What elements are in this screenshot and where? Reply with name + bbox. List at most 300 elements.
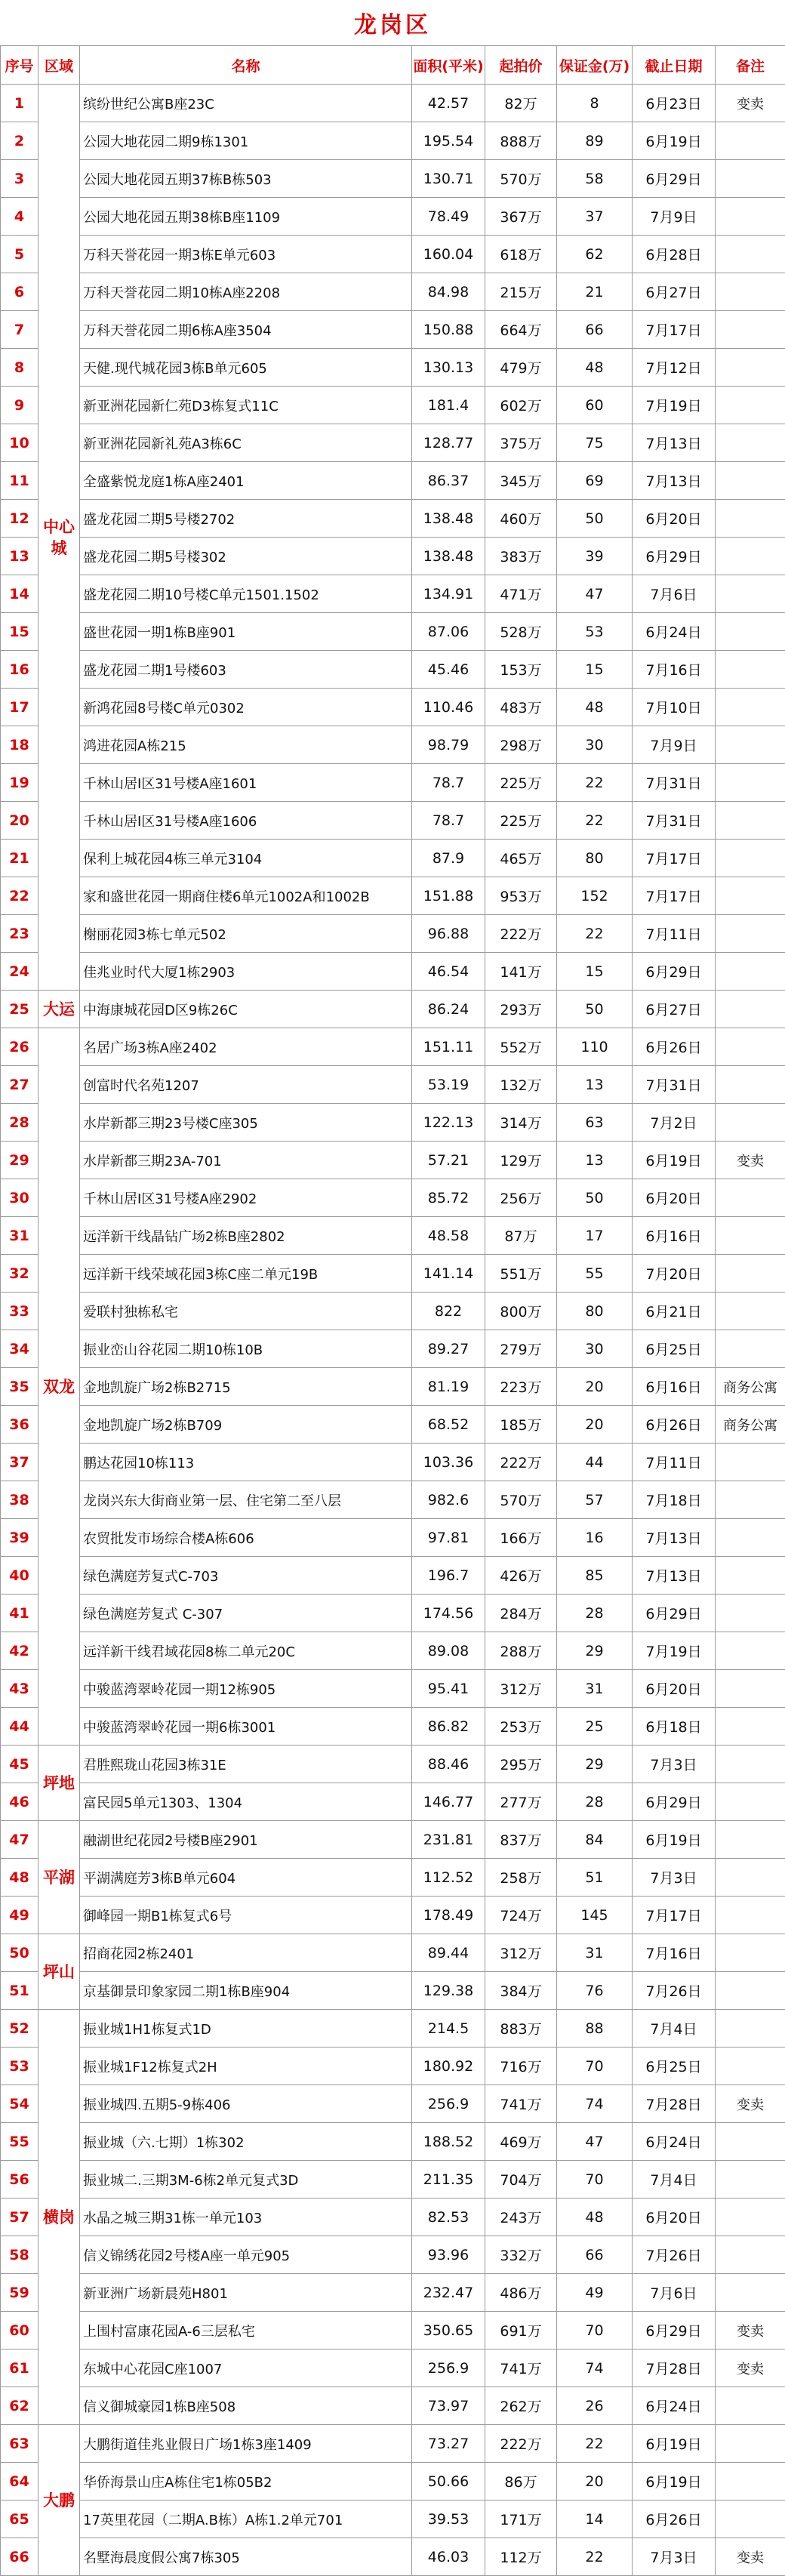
starting-price: 345万 <box>485 462 557 500</box>
note <box>716 1481 785 1519</box>
table-row <box>1 1481 785 1519</box>
deadline: 6月16日 <box>633 1368 716 1406</box>
note <box>716 1595 785 1632</box>
deadline: 7月13日 <box>633 462 716 500</box>
area-cell: 大运 <box>38 991 80 1028</box>
deadline: 6月25日 <box>633 2048 716 2085</box>
deadline: 7月16日 <box>633 1934 716 1972</box>
table-row <box>1 689 785 726</box>
property-name: 盛世花园一期1栋B座901 <box>80 613 412 651</box>
row-number: 15 <box>1 613 38 651</box>
auction-table <box>0 45 785 2576</box>
deposit: 53 <box>557 613 633 651</box>
row-number: 43 <box>1 1670 38 1708</box>
row-number: 49 <box>1 1897 38 1934</box>
deadline: 7月9日 <box>633 198 716 236</box>
deadline: 6月26日 <box>633 1406 716 1444</box>
property-size: 73.27 <box>412 2425 485 2463</box>
deposit: 75 <box>557 424 633 462</box>
header-row <box>1 46 785 85</box>
property-size: 174.56 <box>412 1595 485 1632</box>
deposit: 29 <box>557 1746 633 1783</box>
starting-price: 253万 <box>485 1708 557 1746</box>
table-row <box>1 1670 785 1708</box>
property-size: 181.4 <box>412 387 485 424</box>
deadline: 6月19日 <box>633 122 716 160</box>
property-name: 17英里花园（二期A.B栋）A栋1.2单元701 <box>80 2501 412 2538</box>
note <box>716 2463 785 2501</box>
starting-price: 86万 <box>485 2463 557 2501</box>
note <box>716 1746 785 1783</box>
table-row <box>1 2274 785 2312</box>
starting-price: 724万 <box>485 1897 557 1934</box>
property-size: 138.48 <box>412 500 485 538</box>
deposit: 26 <box>557 2387 633 2425</box>
starting-price: 223万 <box>485 1368 557 1406</box>
table-row <box>1 236 785 273</box>
deposit: 49 <box>557 2274 633 2312</box>
property-size: 57.21 <box>412 1142 485 1179</box>
property-size: 46.54 <box>412 953 485 991</box>
starting-price: 332万 <box>485 2236 557 2274</box>
starting-price: 664万 <box>485 311 557 349</box>
row-number: 3 <box>1 160 38 198</box>
starting-price: 741万 <box>485 2350 557 2387</box>
property-name: 龙岗兴东大街商业第一层、住宅第二至八层 <box>80 1481 412 1519</box>
table-row <box>1 953 785 991</box>
row-number: 37 <box>1 1444 38 1481</box>
row-number: 36 <box>1 1406 38 1444</box>
starting-price: 141万 <box>485 953 557 991</box>
property-name: 盛龙花园二期5号楼2702 <box>80 500 412 538</box>
deadline: 7月31日 <box>633 802 716 840</box>
deadline: 7月17日 <box>633 877 716 915</box>
property-name: 招商花园2栋2401 <box>80 1934 412 1972</box>
note: 变卖 <box>716 1142 785 1179</box>
row-number: 46 <box>1 1783 38 1821</box>
starting-price: 528万 <box>485 613 557 651</box>
row-number: 59 <box>1 2274 38 2312</box>
deposit: 70 <box>557 2048 633 2085</box>
note <box>716 915 785 953</box>
deadline: 6月29日 <box>633 1595 716 1632</box>
header-note: 备注 <box>716 46 785 85</box>
deposit: 31 <box>557 1934 633 1972</box>
deadline: 7月2日 <box>633 1104 716 1142</box>
deadline: 6月20日 <box>633 1670 716 1708</box>
property-name: 爱联村独栋私宅 <box>80 1293 412 1330</box>
row-number: 23 <box>1 915 38 953</box>
deposit: 110 <box>557 1028 633 1066</box>
starting-price: 215万 <box>485 273 557 311</box>
deposit: 20 <box>557 1406 633 1444</box>
starting-price: 112万 <box>485 2538 557 2576</box>
property-size: 87.9 <box>412 840 485 877</box>
deadline: 6月25日 <box>633 1330 716 1368</box>
deposit: 80 <box>557 1293 633 1330</box>
property-name: 金地凯旋广场2栋B709 <box>80 1406 412 1444</box>
property-name: 水晶之城三期31栋一单元103 <box>80 2199 412 2236</box>
property-size: 48.58 <box>412 1217 485 1255</box>
table-row <box>1 1330 785 1368</box>
starting-price: 883万 <box>485 2010 557 2048</box>
table-row <box>1 2463 785 2501</box>
property-size: 89.27 <box>412 1330 485 1368</box>
deposit: 145 <box>557 1897 633 1934</box>
row-number: 8 <box>1 349 38 387</box>
note <box>716 500 785 538</box>
header-size: 面积(平米) <box>412 46 485 85</box>
property-size: 231.81 <box>412 1821 485 1859</box>
starting-price: 716万 <box>485 2048 557 2085</box>
note <box>716 651 785 689</box>
row-number: 14 <box>1 575 38 613</box>
table-row <box>1 877 785 915</box>
deposit: 20 <box>557 1368 633 1406</box>
property-name: 全盛紫悦龙庭1栋A座2401 <box>80 462 412 500</box>
deposit: 16 <box>557 1519 633 1557</box>
row-number: 34 <box>1 1330 38 1368</box>
property-size: 46.03 <box>412 2538 485 2576</box>
property-name: 御峰园一期B1栋复式6号 <box>80 1897 412 1934</box>
starting-price: 284万 <box>485 1595 557 1632</box>
property-size: 87.06 <box>412 613 485 651</box>
property-size: 256.9 <box>412 2350 485 2387</box>
table-row <box>1 1783 785 1821</box>
note <box>716 2274 785 2312</box>
area-cell: 双龙 <box>38 1028 80 1746</box>
deadline: 6月24日 <box>633 2123 716 2161</box>
property-name: 新鸿花园8号楼C单元0302 <box>80 689 412 726</box>
deadline: 7月31日 <box>633 1066 716 1104</box>
table-body <box>1 85 785 2576</box>
deposit: 84 <box>557 1821 633 1859</box>
row-number: 63 <box>1 2425 38 2463</box>
deadline: 6月26日 <box>633 1028 716 1066</box>
property-name: 盛龙花园二期10号楼C单元1501.1502 <box>80 575 412 613</box>
row-number: 25 <box>1 991 38 1028</box>
starting-price: 312万 <box>485 1934 557 1972</box>
note <box>716 122 785 160</box>
note <box>716 1821 785 1859</box>
starting-price: 888万 <box>485 122 557 160</box>
table-row <box>1 1142 785 1179</box>
deadline: 7月18日 <box>633 1481 716 1519</box>
property-name: 信义御城豪园1栋B座508 <box>80 2387 412 2425</box>
deadline: 7月17日 <box>633 840 716 877</box>
starting-price: 704万 <box>485 2161 557 2199</box>
property-name: 振业城1H1栋复式1D <box>80 2010 412 2048</box>
deposit: 48 <box>557 2199 633 2236</box>
property-name: 远洋新干线君域花园8栋二单元20C <box>80 1632 412 1670</box>
property-name: 远洋新干线荣域花园3栋C座二单元19B <box>80 1255 412 1293</box>
deadline: 7月3日 <box>633 1746 716 1783</box>
table-row <box>1 1557 785 1595</box>
property-name: 京基御景印象家园二期1栋B座904 <box>80 1972 412 2010</box>
note <box>716 1066 785 1104</box>
row-number: 22 <box>1 877 38 915</box>
deadline: 6月19日 <box>633 1821 716 1859</box>
deadline: 7月10日 <box>633 689 716 726</box>
row-number: 54 <box>1 2085 38 2123</box>
deadline: 6月27日 <box>633 991 716 1028</box>
note <box>716 538 785 575</box>
table-row <box>1 160 785 198</box>
row-number: 16 <box>1 651 38 689</box>
deposit: 152 <box>557 877 633 915</box>
property-size: 130.13 <box>412 349 485 387</box>
area-cell: 大鹏 <box>38 2425 80 2576</box>
note <box>716 1217 785 1255</box>
property-name: 金地凯旋广场2栋B2715 <box>80 1368 412 1406</box>
row-number: 17 <box>1 689 38 726</box>
deposit: 37 <box>557 198 633 236</box>
note <box>716 1897 785 1934</box>
starting-price: 460万 <box>485 500 557 538</box>
table-row <box>1 122 785 160</box>
deadline: 6月18日 <box>633 1708 716 1746</box>
deadline: 6月29日 <box>633 953 716 991</box>
deposit: 74 <box>557 2085 633 2123</box>
property-name: 千林山居Ⅰ区31号楼A座1606 <box>80 802 412 840</box>
area-cell: 横岗 <box>38 2010 80 2425</box>
deadline: 7月19日 <box>633 387 716 424</box>
deposit: 17 <box>557 1217 633 1255</box>
deposit: 80 <box>557 840 633 877</box>
row-number: 38 <box>1 1481 38 1519</box>
starting-price: 295万 <box>485 1746 557 1783</box>
starting-price: 279万 <box>485 1330 557 1368</box>
deposit: 20 <box>557 2463 633 2501</box>
table-row <box>1 538 785 575</box>
deadline: 7月31日 <box>633 764 716 802</box>
note <box>716 840 785 877</box>
note: 变卖 <box>716 2085 785 2123</box>
deadline: 7月17日 <box>633 311 716 349</box>
deposit: 13 <box>557 1066 633 1104</box>
property-size: 128.77 <box>412 424 485 462</box>
deposit: 8 <box>557 85 633 122</box>
property-size: 93.96 <box>412 2236 485 2274</box>
note <box>716 2501 785 2538</box>
starting-price: 132万 <box>485 1066 557 1104</box>
row-number: 13 <box>1 538 38 575</box>
note <box>716 764 785 802</box>
starting-price: 222万 <box>485 2425 557 2463</box>
property-size: 86.24 <box>412 991 485 1028</box>
note <box>716 273 785 311</box>
table-row <box>1 2312 785 2350</box>
property-name: 中海康城花园D区9栋26C <box>80 991 412 1028</box>
deadline: 6月28日 <box>633 236 716 273</box>
deposit: 39 <box>557 538 633 575</box>
property-name: 万科天誉花园一期3栋E单元603 <box>80 236 412 273</box>
property-size: 146.77 <box>412 1783 485 1821</box>
property-name: 平湖满庭芳3栋B单元604 <box>80 1859 412 1897</box>
deposit: 70 <box>557 2312 633 2350</box>
row-number: 6 <box>1 273 38 311</box>
deposit: 85 <box>557 1557 633 1595</box>
table-row <box>1 651 785 689</box>
deadline: 7月19日 <box>633 1632 716 1670</box>
starting-price: 691万 <box>485 2312 557 2350</box>
starting-price: 277万 <box>485 1783 557 1821</box>
starting-price: 602万 <box>485 387 557 424</box>
deadline: 6月19日 <box>633 2425 716 2463</box>
table-row <box>1 198 785 236</box>
property-size: 78.49 <box>412 198 485 236</box>
deadline: 7月9日 <box>633 726 716 764</box>
row-number: 61 <box>1 2350 38 2387</box>
starting-price: 367万 <box>485 198 557 236</box>
deposit: 69 <box>557 462 633 500</box>
deposit: 48 <box>557 349 633 387</box>
property-size: 138.48 <box>412 538 485 575</box>
property-name: 公园大地花园二期9栋1301 <box>80 122 412 160</box>
starting-price: 384万 <box>485 1972 557 2010</box>
note <box>716 1028 785 1066</box>
row-number: 32 <box>1 1255 38 1293</box>
deposit: 50 <box>557 500 633 538</box>
note <box>716 689 785 726</box>
property-size: 39.53 <box>412 2501 485 2538</box>
table-row <box>1 1595 785 1632</box>
property-name: 鸿进花园A栋215 <box>80 726 412 764</box>
starting-price: 312万 <box>485 1670 557 1708</box>
deadline: 7月16日 <box>633 651 716 689</box>
row-number: 52 <box>1 2010 38 2048</box>
property-size: 68.52 <box>412 1406 485 1444</box>
starting-price: 153万 <box>485 651 557 689</box>
deposit: 70 <box>557 2161 633 2199</box>
property-name: 振业城四.五期5-9栋406 <box>80 2085 412 2123</box>
deadline: 6月16日 <box>633 1217 716 1255</box>
row-number: 41 <box>1 1595 38 1632</box>
deadline: 6月19日 <box>633 1142 716 1179</box>
table-row <box>1 1821 785 1859</box>
row-number: 19 <box>1 764 38 802</box>
table-row <box>1 915 785 953</box>
row-number: 45 <box>1 1746 38 1783</box>
deposit: 63 <box>557 1104 633 1142</box>
property-name: 天健.现代城花园3栋B单元605 <box>80 349 412 387</box>
row-number: 27 <box>1 1066 38 1104</box>
note <box>716 1104 785 1142</box>
table-row <box>1 613 785 651</box>
note <box>716 2010 785 2048</box>
deposit: 22 <box>557 915 633 953</box>
deposit: 28 <box>557 1595 633 1632</box>
row-number: 47 <box>1 1821 38 1859</box>
property-name: 水岸新都三期23A-701 <box>80 1142 412 1179</box>
deadline: 7月3日 <box>633 1859 716 1897</box>
header-price: 起拍价 <box>485 46 557 85</box>
deposit: 15 <box>557 953 633 991</box>
deposit: 47 <box>557 2123 633 2161</box>
note <box>716 1972 785 2010</box>
row-number: 35 <box>1 1368 38 1406</box>
deadline: 7月28日 <box>633 2085 716 2123</box>
property-name: 新亚洲花园新礼苑A3栋6C <box>80 424 412 462</box>
table-row <box>1 1708 785 1746</box>
row-number: 21 <box>1 840 38 877</box>
property-name: 上围村富康花园A-6三层私宅 <box>80 2312 412 2350</box>
row-number: 55 <box>1 2123 38 2161</box>
deposit: 30 <box>557 1330 633 1368</box>
note <box>716 2425 785 2463</box>
table-row <box>1 2538 785 2576</box>
property-name: 振业城1F12栋复式2H <box>80 2048 412 2085</box>
table-row <box>1 1519 785 1557</box>
deposit: 50 <box>557 1179 633 1217</box>
property-size: 150.88 <box>412 311 485 349</box>
deadline: 6月19日 <box>633 2463 716 2501</box>
note <box>716 2161 785 2199</box>
property-size: 232.47 <box>412 2274 485 2312</box>
note <box>716 2236 785 2274</box>
row-number: 7 <box>1 311 38 349</box>
deadline: 6月26日 <box>633 2501 716 2538</box>
property-size: 82.53 <box>412 2199 485 2236</box>
deadline: 7月11日 <box>633 915 716 953</box>
table-row <box>1 764 785 802</box>
property-name: 盛龙花园二期5号楼302 <box>80 538 412 575</box>
note: 商务公寓 <box>716 1406 785 1444</box>
row-number: 12 <box>1 500 38 538</box>
table-row <box>1 1217 785 1255</box>
property-size: 110.46 <box>412 689 485 726</box>
note <box>716 1557 785 1595</box>
row-number: 10 <box>1 424 38 462</box>
table-row <box>1 2010 785 2048</box>
starting-price: 258万 <box>485 1859 557 1897</box>
starting-price: 383万 <box>485 538 557 575</box>
deposit: 21 <box>557 273 633 311</box>
note <box>716 726 785 764</box>
property-size: 50.66 <box>412 2463 485 2501</box>
starting-price: 222万 <box>485 1444 557 1481</box>
note <box>716 198 785 236</box>
row-number: 24 <box>1 953 38 991</box>
property-size: 188.52 <box>412 2123 485 2161</box>
property-size: 112.52 <box>412 1859 485 1897</box>
deadline: 7月28日 <box>633 2350 716 2387</box>
starting-price: 262万 <box>485 2387 557 2425</box>
row-number: 20 <box>1 802 38 840</box>
table-row <box>1 1066 785 1104</box>
property-size: 180.92 <box>412 2048 485 2085</box>
property-size: 129.38 <box>412 1972 485 2010</box>
deadline: 6月29日 <box>633 160 716 198</box>
table-row <box>1 2085 785 2123</box>
deposit: 29 <box>557 1632 633 1670</box>
starting-price: 471万 <box>485 575 557 613</box>
starting-price: 293万 <box>485 991 557 1028</box>
row-number: 57 <box>1 2199 38 2236</box>
starting-price: 479万 <box>485 349 557 387</box>
property-name: 创富时代名苑1207 <box>80 1066 412 1104</box>
row-number: 18 <box>1 726 38 764</box>
starting-price: 800万 <box>485 1293 557 1330</box>
table-row <box>1 991 785 1028</box>
deadline: 6月29日 <box>633 1783 716 1821</box>
starting-price: 82万 <box>485 85 557 122</box>
property-size: 89.44 <box>412 1934 485 1972</box>
note <box>716 1934 785 1972</box>
row-number: 51 <box>1 1972 38 2010</box>
starting-price: 185万 <box>485 1406 557 1444</box>
note <box>716 613 785 651</box>
